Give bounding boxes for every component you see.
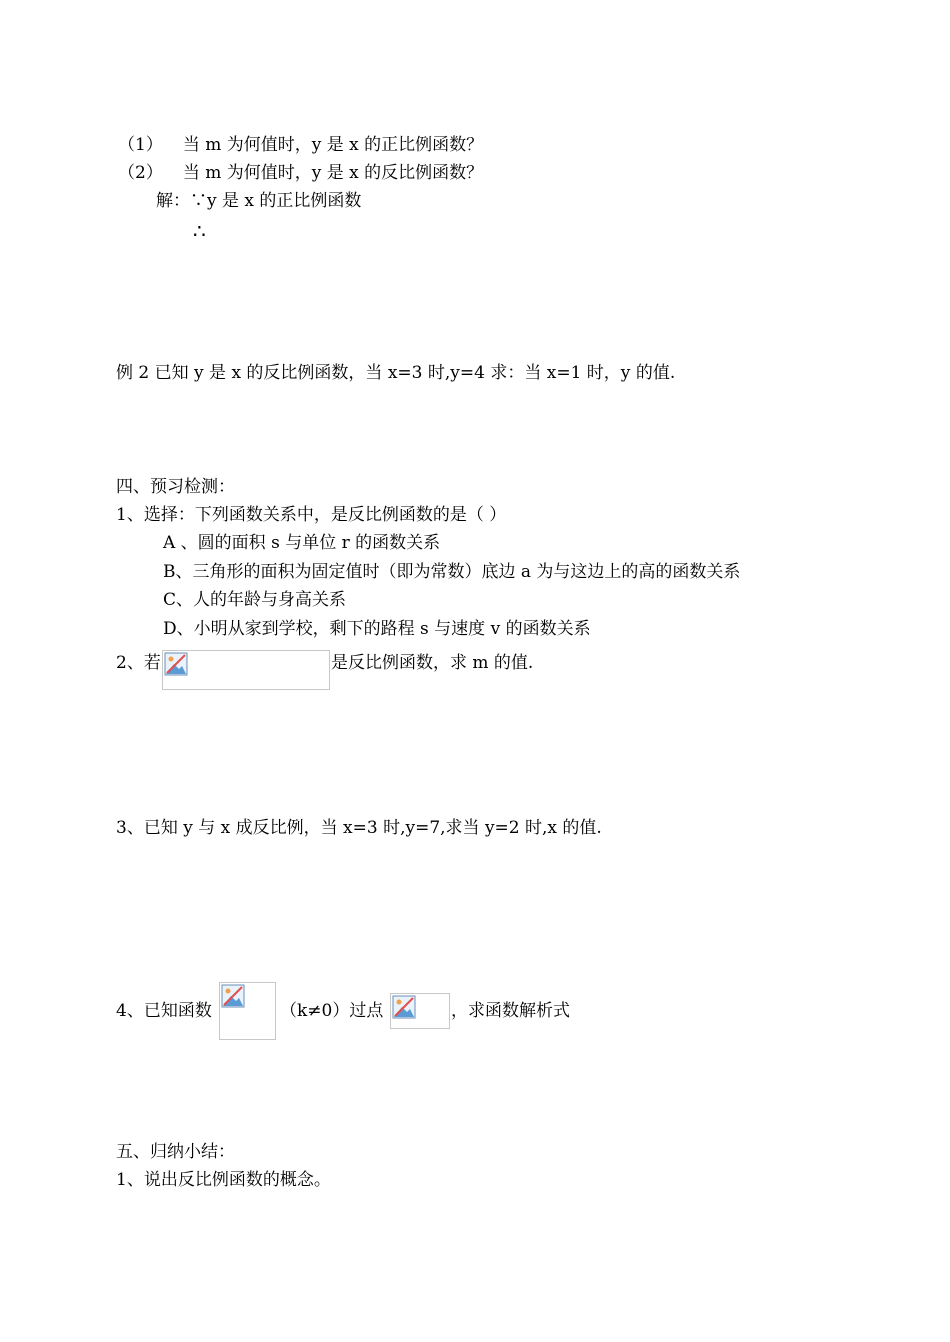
section-5-title: 五、归纳小结：: [116, 1142, 235, 1162]
broken-image-icon: [221, 984, 245, 1008]
option-d: D、小明从家到学校，剩下的路程 s 与速度 v 的函数关系: [163, 619, 591, 639]
option-c: C、人的年龄与身高关系: [163, 590, 347, 610]
section-4-item-4-prefix: 4、已知函数: [116, 1001, 212, 1021]
example-2: 例 2 已知 y 是 x 的反比例函数，当 x=3 时,y=4 求：当 x=1 时，y 的值.: [116, 363, 676, 383]
option-b: B、三角形的面积为固定值时（即为常数）底边 a 为与这边上的高的函数关系: [163, 562, 741, 582]
solution-because: [156, 190, 361, 212]
question-1-number: （1）: [118, 135, 163, 155]
section-4-item-2-prefix: 2、若: [116, 653, 161, 673]
broken-image-icon: [164, 652, 188, 676]
solution-therefore: ∴: [193, 219, 206, 243]
option-a: A 、圆的面积 s 与单位 r 的函数关系: [163, 533, 441, 553]
question-1: [118, 134, 483, 156]
question-2-number: （2）: [118, 163, 163, 183]
section-4-item-2-suffix: 是反比例函数，求 m 的值.: [331, 653, 534, 673]
question-2: [118, 162, 483, 184]
broken-image-point: [390, 993, 450, 1029]
question-1-text: 当 m 为何值时，y 是 x 的正比例函数？: [182, 135, 484, 155]
broken-image-formula-1: [162, 650, 330, 690]
section-4-title: 四、预习检测：: [116, 477, 235, 497]
section-4-item-4-middle: （k≠0）过点: [280, 1001, 384, 1021]
broken-image-icon: [392, 995, 416, 1019]
solution-label: 解：: [156, 191, 190, 211]
solution-because-text: ∵y 是 x 的正比例函数: [190, 191, 362, 211]
broken-image-formula-2: [219, 982, 276, 1040]
section-4-item-1: 1、选择：下列函数关系中，是反比例函数的是（ ）: [116, 505, 507, 525]
question-2-text: 当 m 为何值时，y 是 x 的反比例函数？: [182, 163, 484, 183]
section-4-item-4-suffix: ，求函数解析式: [451, 1001, 570, 1021]
section-4-item-3: 3、已知 y 与 x 成反比例，当 x=3 时,y=7,求当 y=2 时,x 的值.: [116, 818, 602, 838]
section-5-item-1: 1、说出反比例函数的概念。: [116, 1170, 331, 1190]
